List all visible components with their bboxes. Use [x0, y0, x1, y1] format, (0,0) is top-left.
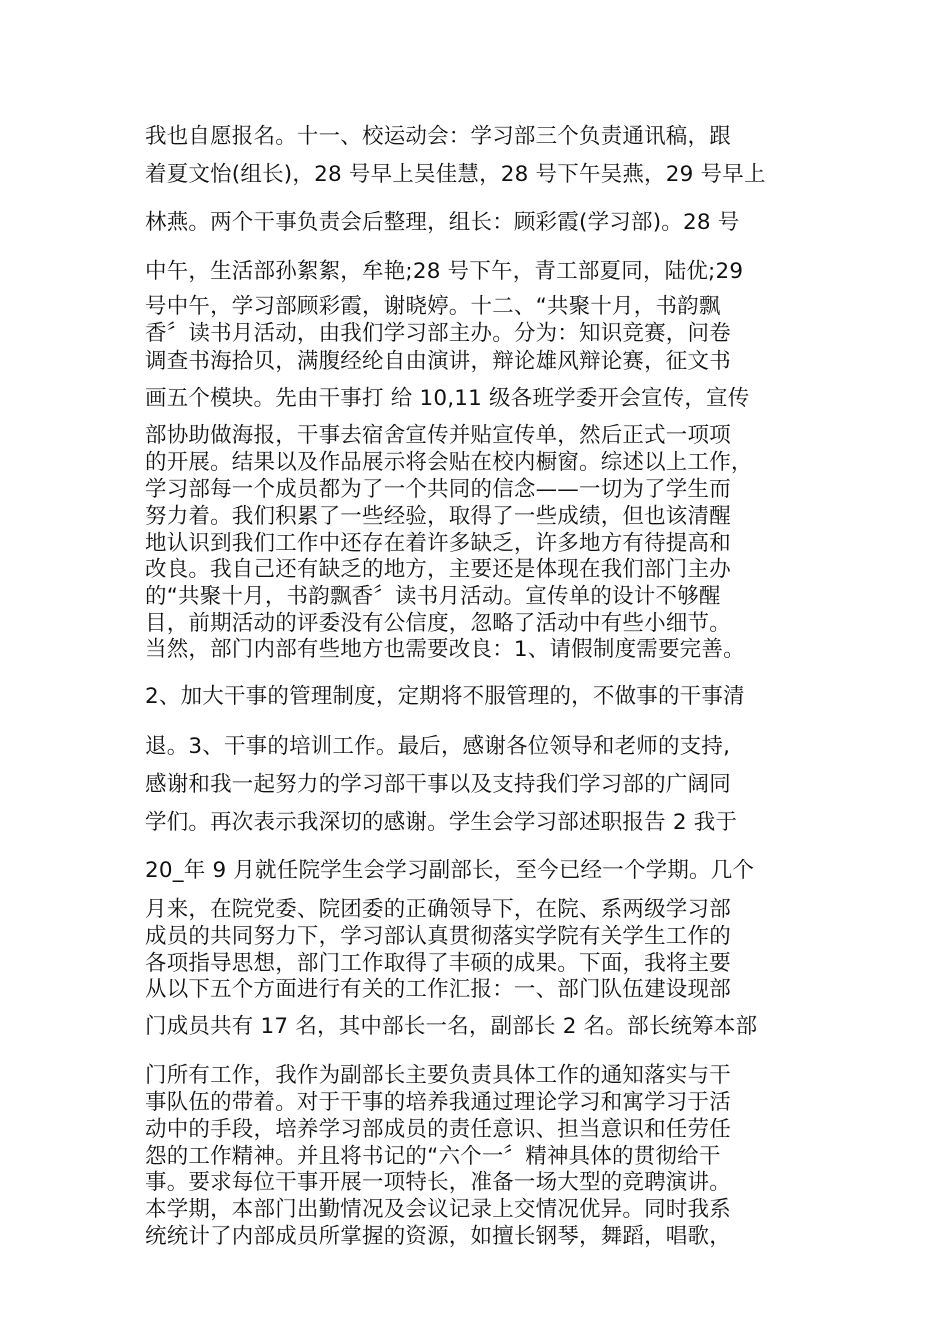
- text-line: 从以下五个方面进行有关的工作汇报：一、部门队伍建设现部: [145, 977, 731, 1002]
- text-line: 调查书海拾贝，满腹经纶自由演讲，辩论雄风辩论赛，征文书: [145, 349, 731, 374]
- text-line: 感谢和我一起努力的学习部干事以及支持我们学习部的广阔同: [145, 772, 731, 797]
- text-line: 统统计了内部成员所掌握的资源，如擅长钢琴，舞蹈，唱歌，: [145, 1224, 731, 1249]
- text-line: 事。要求每位干事开展一项特长，准备一场大型的竞聘演讲。: [145, 1170, 731, 1195]
- text-line: 林燕。两个干事负责会后整理，组长：顾彩霞(学习部)。28 号: [145, 210, 740, 235]
- text-line: 部协助做海报，干事去宿舍宣传并贴宣传单，然后正式一项项: [145, 423, 731, 448]
- text-line: 20_年 9 月就任院学生会学习副部长，至今已经一个学期。几个: [145, 858, 755, 883]
- text-line: 本学期，本部门出勤情况及会议记录上交情况优异。同时我系: [145, 1197, 731, 1222]
- text-line: 当然，部门内部有些地方也需要改良：1、请假制度需要完善。: [145, 637, 745, 662]
- text-line: 门成员共有 17 名，其中部长一名，副部长 2 名。部长统筹本部: [145, 1014, 758, 1039]
- text-line: 2、加大干事的管理制度，定期将不服管理的，不做事的干事清: [145, 684, 745, 709]
- text-line: 努力着。我们积累了一些经验，取得了一些成绩，但也该清醒: [145, 504, 731, 529]
- text-line: 号中午，学习部顾彩霞，谢晓婷。十二、“共聚十月，书韵飘: [145, 294, 721, 319]
- text-line: 学们。再次表示我深切的感谢。学生会学习部述职报告 2 我于: [145, 810, 738, 835]
- text-line: 地认识到我们工作中还存在着许多缺乏，许多地方有待提高和: [145, 531, 731, 556]
- text-line: 门所有工作，我作为副部长主要负责具体工作的通知落实与干: [145, 1063, 731, 1088]
- text-line: 退。3、干事的培训工作。最后，感谢各位领导和老师的支持,: [145, 734, 731, 759]
- text-line: 画五个模块。先由干事打 给 10,11 级各班学委开会宣传，宣传: [145, 386, 750, 411]
- text-line: 的开展。结果以及作品展示将会贴在校内橱窗。综述以上工作，: [145, 450, 753, 475]
- text-line: 月来，在院党委、院团委的正确领导下，在院、系两级学习部: [145, 897, 731, 922]
- text-line: 我也自愿报名。十一、校运动会：学习部三个负责通讯稿，跟: [145, 124, 731, 149]
- text-line: 的“共聚十月，书韵飘香〞读书月活动。宣传单的设计不够醒: [145, 584, 721, 609]
- text-line: 香〞读书月活动，由我们学习部主办。分为：知识竞赛，问卷: [145, 321, 731, 346]
- text-line: 目，前期活动的评委没有公信度，忽略了活动中有些小细节。: [145, 611, 731, 636]
- text-line: 怨的工作精神。并且将书记的“六个一〞精神具体的贯彻给干: [145, 1144, 721, 1169]
- text-line: 成员的共同努力下，学习部认真贯彻落实学院有关学生工作的: [145, 924, 731, 949]
- text-line: 事队伍的带着。对于干事的培养我通过理论学习和寓学习于活: [145, 1090, 731, 1115]
- text-line: 各项指导思想，部门工作取得了丰硕的成果。下面，我将主要: [145, 951, 731, 976]
- text-line: 动中的手段，培养学习部成员的责任意识、担当意识和任劳任: [145, 1117, 731, 1142]
- text-line: 学习部每一个成员都为了一个共同的信念——一切为了学生而: [145, 477, 731, 502]
- text-line: 改良。我自己还有缺乏的地方，主要还是体现在我们部门主办: [145, 557, 731, 582]
- text-line: 着夏文怡(组长)，28 号早上吴佳慧，28 号下午吴燕，29 号早上: [145, 162, 766, 187]
- text-line: 中午，生活部孙絮絮，牟艳;28 号下午，青工部夏同，陆优;29: [145, 259, 744, 284]
